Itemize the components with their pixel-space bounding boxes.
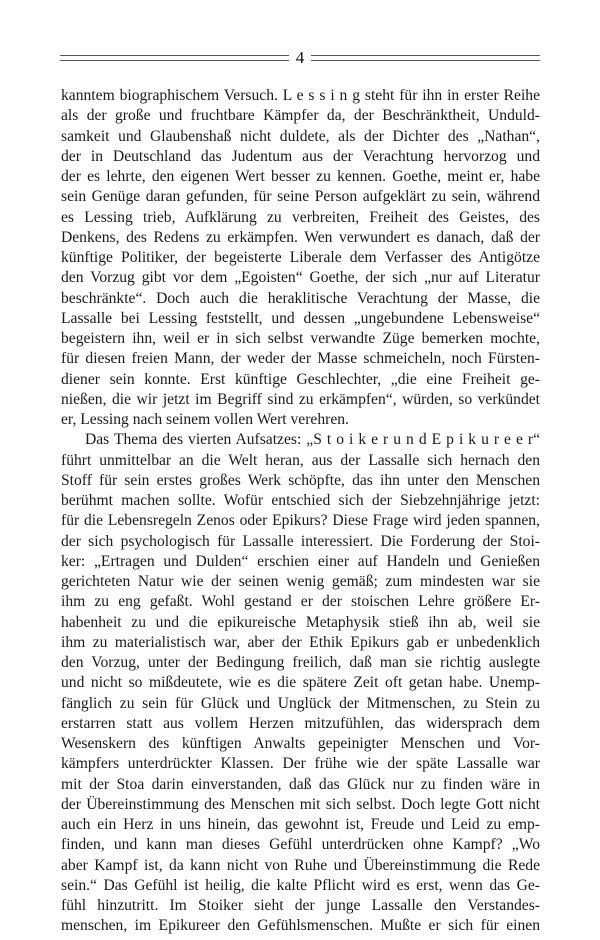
text-line: kanntem biographischem Versuch. L e s s i n g steht für ihn in erster Reihe — [61, 87, 540, 104]
text-line: fänglich zu sein für Glück und Unglück der Mitmenschen, zu Stein zu — [61, 694, 540, 712]
text-line: nießen, die wir jetzt im Begriff sind zu erkämpfen“, würden, so verkündet — [61, 390, 540, 408]
text-line: für diesen freien Mann, der weder der Masse schmeicheln, noch Fürsten- — [61, 350, 540, 368]
text-line: habenheit zu und die epikureische Metaphysik stieß ihn ab, weil sie — [61, 613, 540, 631]
text-line: erstarren statt aus vollem Herzen mitzufühlen, das widersprach dem — [61, 714, 540, 732]
text-line: als der große und fruchtbare Kämpfer da, der Beschränktheit, Unduld- — [61, 107, 540, 125]
header-rule-right — [311, 55, 540, 61]
text-line: für die Lebensregeln Zenos oder Epikurs? Diese Frage wird jeden spannen, — [61, 512, 540, 530]
text-line: er, Lessing nach seinem vollen Wert verehren. — [61, 411, 349, 428]
text-line: aber Kampf ist, da kann nicht von Ruhe und Übereinstimmung die Rede — [61, 856, 540, 874]
text-line: sein Genüge daran gefunden, für seine Person aufgeklärt zu sein, während — [61, 188, 540, 206]
text-line: begeistern ihn, weil er in sich selbst verwandte Züge bemerken mochte, — [61, 330, 540, 347]
text-line: mit der Stoa darin einverstanden, daß das Glück nur zu finden wäre in — [61, 775, 540, 793]
text-line: berühmt machen sollte. Wofür entschied sich der Siebzehnjährige jetzt: — [61, 492, 540, 509]
text-line: Das Thema des vierten Aufsatzes: „S t o i k e r u n d E p i k u r e e r“ — [85, 431, 540, 449]
text-line: ihm zu eng gefaßt. Wohl gestand er der stoischen Lehre größere Er- — [61, 593, 540, 611]
text-line: Denkens, des Redens zu erkämpfen. Wen verwundert es danach, daß der — [61, 228, 540, 246]
text-line: Wesenskern des künftigen Anwalts gepeinigter Menschen und Vor- — [61, 735, 540, 752]
text-line: Stoff für sein erstes großes Werk schöpfte, das ihn unter den Menschen — [61, 471, 540, 489]
text-line: menschen, im Epikureer den Gefühlsmenschen. Mußte er sich für einen — [61, 917, 540, 935]
text-line: der es lehrte, den eigenen Wert besser zu kennen. Goethe, meint er, habe — [61, 168, 540, 185]
text-line: führt unmittelbar an die Welt heran, aus der Lassalle sich hernach den — [61, 451, 540, 469]
page-number: 4 — [295, 48, 305, 67]
body-text — [61, 86, 540, 937]
text-line: ihm zu materialistisch war, aber der Ethik Epikurs gab er unbedenklich — [61, 633, 540, 651]
header-rule-left — [60, 55, 289, 61]
page-header — [60, 48, 540, 68]
text-line: diener sein konnte. Erst künftige Geschlechter, „die eine Freiheit ge- — [61, 370, 540, 388]
text-line: auch ein Herz in uns hinein, das gewohnt ist, Freude und Leid zu emp- — [61, 816, 540, 833]
text-line: künftige Politiker, der begeisterte Liberale dem Verfasser des Antigötze — [61, 249, 540, 266]
text-line: der in Deutschland das Judentum aus der Verachtung hervorzog und — [61, 147, 540, 165]
text-line: beschränkte“. Doch auch die heraklitische Verachtung der Masse, die — [61, 289, 540, 307]
text-line: den Vorzug, unter der Bedingung freilich, daß man sie richtig auslegte — [61, 654, 540, 671]
text-line: gerichteten Natur wie der seinen wenig gemäß; zum mindesten war sie — [61, 573, 540, 590]
text-line: sein.“ Das Gefühl ist heilig, die kalte Pflicht wird es erst, wenn das Ge- — [61, 876, 540, 894]
text-line: finden, und kann man dieses Gefühl unterdrücken ohne Kampf? „Wo — [61, 836, 540, 854]
text-line: den Vorzug gibt vor dem „Egoisten“ Goethe, der sich „nur auf Literatur — [61, 269, 540, 287]
text-line: es Lessing trieb, Aufklärung zu verbreiten, Freiheit des Geistes, des — [61, 208, 540, 226]
text-line: kämpfers unterdrückter Klassen. Der frühe wie der späte Lassalle war — [61, 755, 540, 773]
text-line: der sich psychologisch für Lassalle interessiert. Die Forderung der Stoi- — [61, 532, 540, 550]
text-line: der Übereinstimmung des Menschen mit sich selbst. Doch legte Gott nicht — [61, 795, 540, 813]
text-line: ker: „Ertragen und Dulden“ erschien einer auf Handeln und Genießen — [61, 552, 540, 570]
text-line: Lassalle bei Lessing feststellt, und dessen „ungebundene Lebensweise“ — [61, 309, 540, 327]
text-line: samkeit und Glaubenshaß nicht duldete, als der Dichter des „Nathan“, — [61, 127, 540, 145]
text-line: und nicht so mißdeutete, wie es die spätere Zeit oft getan habe. Unemp- — [61, 674, 540, 692]
text-line: fühl hinzutritt. Im Stoiker sieht der junge Lassalle den Verstandes- — [61, 897, 540, 914]
